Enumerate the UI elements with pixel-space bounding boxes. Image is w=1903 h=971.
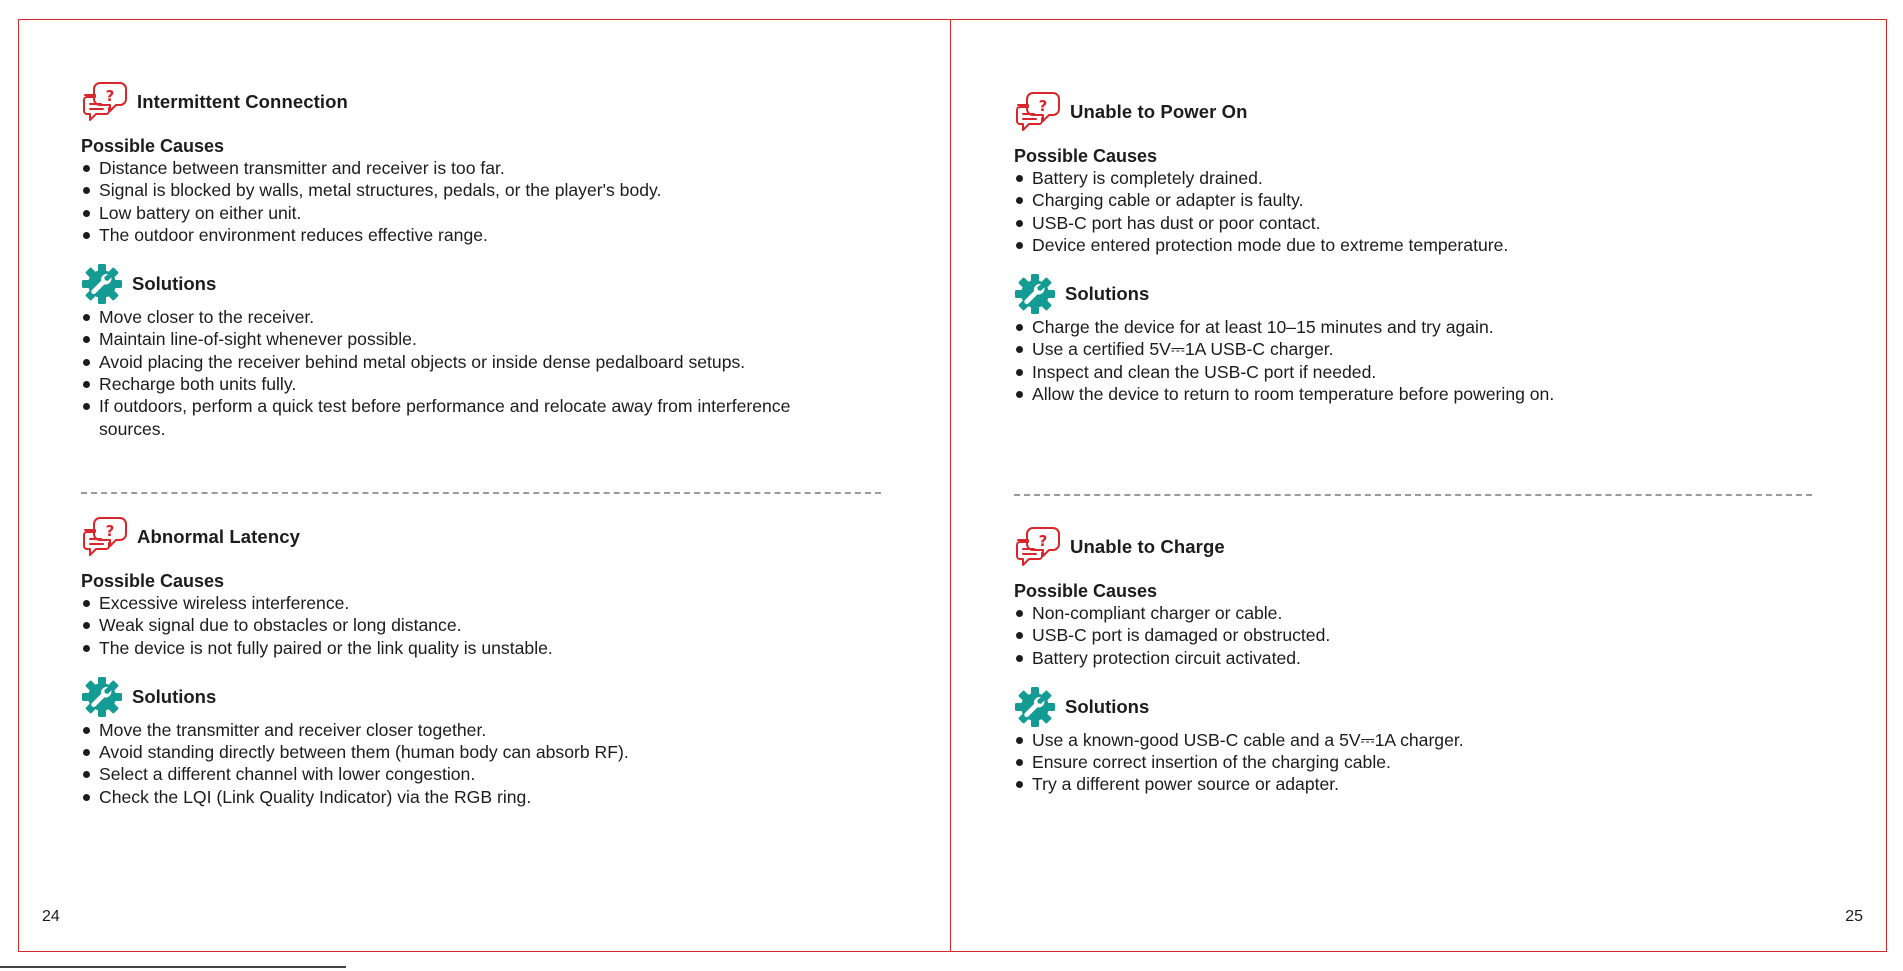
- list-item: Non-compliant charger or cable.: [1014, 602, 1814, 624]
- solutions-header: [81, 262, 881, 306]
- list-item: Charge the device for at least 10–15 minutes and try again.: [1014, 316, 1814, 338]
- wrench-gear-icon: [81, 676, 123, 718]
- section-unable-to-power-on: [1014, 89, 1814, 405]
- solutions-label: Solutions: [132, 273, 217, 295]
- list-item: Try a different power source or adapter.: [1014, 773, 1814, 795]
- section-intermittent-connection: [81, 79, 881, 440]
- causes-list: [1014, 602, 1814, 669]
- list-item: Check the LQI (Link Quality Indicator) via the RGB ring.: [81, 786, 881, 808]
- causes-label: Possible Causes: [1014, 146, 1158, 166]
- solutions-header: [1014, 272, 1814, 316]
- list-item: Use a known-good USB-C cable and a 5V⎓1A charger.: [1014, 729, 1814, 751]
- solutions-label: Solutions: [132, 685, 217, 707]
- question-chat-icon: [1014, 524, 1060, 570]
- right-page: [951, 19, 1887, 952]
- list-item: Avoid placing the receiver behind metal objects or inside dense pedalboard setups.: [81, 351, 881, 373]
- solutions-header: [1014, 685, 1814, 729]
- section-title: Unable to Power On: [1070, 101, 1248, 122]
- list-item: Signal is blocked by walls, metal structures, pedals, or the player's body.: [81, 179, 881, 201]
- list-item: Excessive wireless interference.: [81, 592, 881, 614]
- section-title: Abnormal Latency: [137, 526, 300, 547]
- section-header: [81, 514, 881, 560]
- question-chat-icon: [1014, 89, 1060, 135]
- list-item: Use a certified 5V⎓1A USB-C charger.: [1014, 338, 1814, 360]
- causes-list: [81, 592, 881, 659]
- section-title: Intermittent Connection: [137, 91, 348, 112]
- section-header: [1014, 524, 1814, 570]
- causes-list: [1014, 167, 1814, 256]
- list-item: Ensure correct insertion of the charging cable.: [1014, 751, 1814, 773]
- left-page: [18, 19, 950, 952]
- list-item: Battery is completely drained.: [1014, 167, 1814, 189]
- section-abnormal-latency: [81, 514, 881, 808]
- list-item: The device is not fully paired or the link quality is unstable.: [81, 637, 881, 659]
- bottom-strip-line: [0, 966, 346, 968]
- list-item: If outdoors, perform a quick test before performance and relocate away from interference sources.: [81, 395, 819, 440]
- list-item: Move the transmitter and receiver closer together.: [81, 719, 881, 741]
- list-item: USB-C port has dust or poor contact.: [1014, 212, 1814, 234]
- solutions-list: [81, 306, 881, 440]
- section-unable-to-charge: [1014, 524, 1814, 796]
- section-header: [81, 79, 881, 125]
- causes-label: Possible Causes: [81, 571, 225, 591]
- list-item: Maintain line-of-sight whenever possible.: [81, 328, 881, 350]
- section-title: Unable to Charge: [1070, 536, 1225, 557]
- wrench-gear-icon: [1014, 686, 1056, 728]
- question-chat-icon: [81, 79, 127, 125]
- solutions-label: Solutions: [1065, 283, 1150, 305]
- section-header: [1014, 89, 1814, 135]
- causes-label: Possible Causes: [1014, 581, 1158, 601]
- list-item: The outdoor environment reduces effective range.: [81, 224, 881, 246]
- wrench-gear-icon: [81, 263, 123, 305]
- list-item: Recharge both units fully.: [81, 373, 881, 395]
- list-item: Move closer to the receiver.: [81, 306, 881, 328]
- list-item: Distance between transmitter and receiver is too far.: [81, 157, 881, 179]
- list-item: USB-C port is damaged or obstructed.: [1014, 624, 1814, 646]
- solutions-label: Solutions: [1065, 695, 1150, 717]
- causes-list: [81, 157, 881, 246]
- list-item: Avoid standing directly between them (human body can absorb RF).: [81, 741, 881, 763]
- list-item: Low battery on either unit.: [81, 202, 881, 224]
- solutions-list: [1014, 729, 1814, 796]
- list-item: Device entered protection mode due to extreme temperature.: [1014, 234, 1814, 256]
- list-item: Weak signal due to obstacles or long distance.: [81, 614, 881, 636]
- page-number: 24: [42, 908, 60, 925]
- list-item: Charging cable or adapter is faulty.: [1014, 189, 1814, 211]
- section-divider: [81, 492, 881, 494]
- solutions-header: [81, 675, 881, 719]
- wrench-gear-icon: [1014, 273, 1056, 315]
- list-item: Inspect and clean the USB-C port if needed.: [1014, 361, 1814, 383]
- list-item: Select a different channel with lower congestion.: [81, 763, 881, 785]
- question-chat-icon: [81, 514, 127, 560]
- list-item: Allow the device to return to room temperature before powering on.: [1014, 383, 1814, 405]
- solutions-list: [1014, 316, 1814, 405]
- list-item: Battery protection circuit activated.: [1014, 647, 1814, 669]
- solutions-list: [81, 719, 881, 808]
- section-divider: [1014, 494, 1812, 496]
- causes-label: Possible Causes: [81, 136, 225, 156]
- page-number: 25: [1845, 908, 1863, 925]
